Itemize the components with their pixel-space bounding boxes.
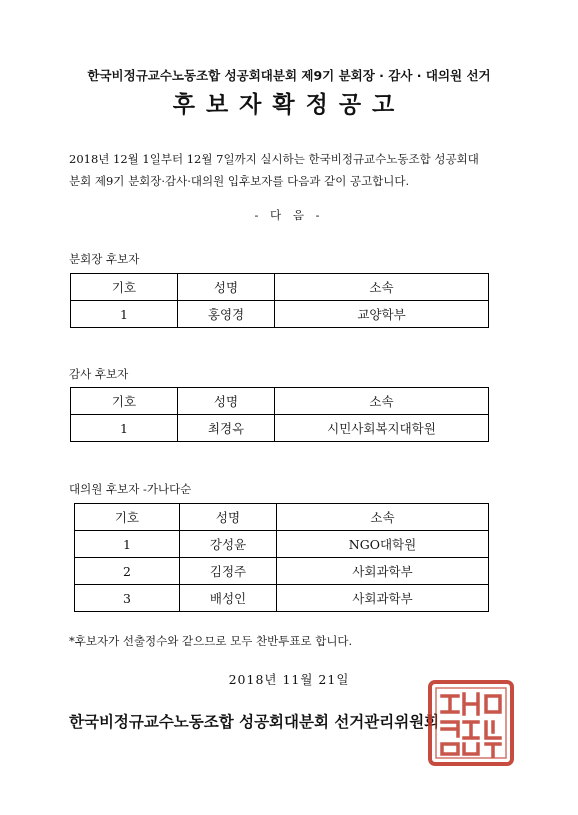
header-affiliation: 소속 (277, 504, 489, 531)
table-row (75, 531, 489, 558)
header-number: 기호 (75, 504, 180, 531)
table-row (71, 301, 489, 328)
header-name: 성명 (178, 274, 275, 301)
cell-name: 배성인 (180, 585, 277, 612)
table-row (75, 558, 489, 585)
table-auditor-candidates (70, 387, 489, 442)
section-label-auditor: 감사 후보자 (69, 367, 129, 381)
cell-affiliation: 사회과학부 (277, 558, 489, 585)
table-delegate-candidates (74, 503, 489, 612)
issue-date: 2018년 11월 21일 (228, 672, 350, 687)
table-row (71, 415, 489, 442)
section-label-delegates: 대의원 후보자 -가나다순 (69, 482, 192, 496)
cell-number: 3 (75, 585, 180, 612)
cell-name: 최경옥 (178, 415, 275, 442)
paragraph-line-2: 분회 제9기 분회장·감사·대의원 입후보자를 다음과 같이 공고합니다. (69, 174, 410, 188)
header-affiliation: 소속 (275, 388, 489, 415)
document-title: 후보자확정공고 (172, 92, 406, 118)
cell-number: 1 (71, 415, 178, 442)
cell-number: 1 (75, 531, 180, 558)
header-name: 성명 (180, 504, 277, 531)
cell-number: 1 (71, 301, 178, 328)
committee-name: 한국비정규교수노동조합 성공회대분회 선거관리위원회 (69, 713, 440, 731)
header-number: 기호 (71, 388, 178, 415)
footnote: *후보자가 선출정수와 같으므로 모두 찬반투표로 합니다. (69, 634, 353, 648)
table-chair-candidates (70, 273, 489, 328)
table-row (75, 585, 489, 612)
cell-number: 2 (75, 558, 180, 585)
announcement-paragraph (69, 148, 529, 192)
cell-affiliation: 시민사회복지대학원 (275, 415, 489, 442)
cell-name: 홍영경 (178, 301, 275, 328)
cell-affiliation: 교양학부 (275, 301, 489, 328)
cell-name: 김정주 (180, 558, 277, 585)
header-affiliation: 소속 (275, 274, 489, 301)
section-label-chair: 분회장 후보자 (69, 252, 140, 266)
paragraph-line-1: 2018년 12월 1일부터 12월 7일까지 실시하는 한국비정규교수노동조합 성공회대 (69, 152, 479, 166)
cell-affiliation: 사회과학부 (277, 585, 489, 612)
cell-affiliation: NGO대학원 (277, 531, 489, 558)
center-mark: - 다 음 - (254, 208, 324, 222)
cell-name: 강성윤 (180, 531, 277, 558)
header-name: 성명 (178, 388, 275, 415)
document-header: 한국비정규교수노동조합 성공회대분회 제9기 분회장 · 감사 · 대의원 선거 (87, 68, 491, 83)
header-number: 기호 (71, 274, 178, 301)
official-seal-stamp (428, 680, 514, 766)
